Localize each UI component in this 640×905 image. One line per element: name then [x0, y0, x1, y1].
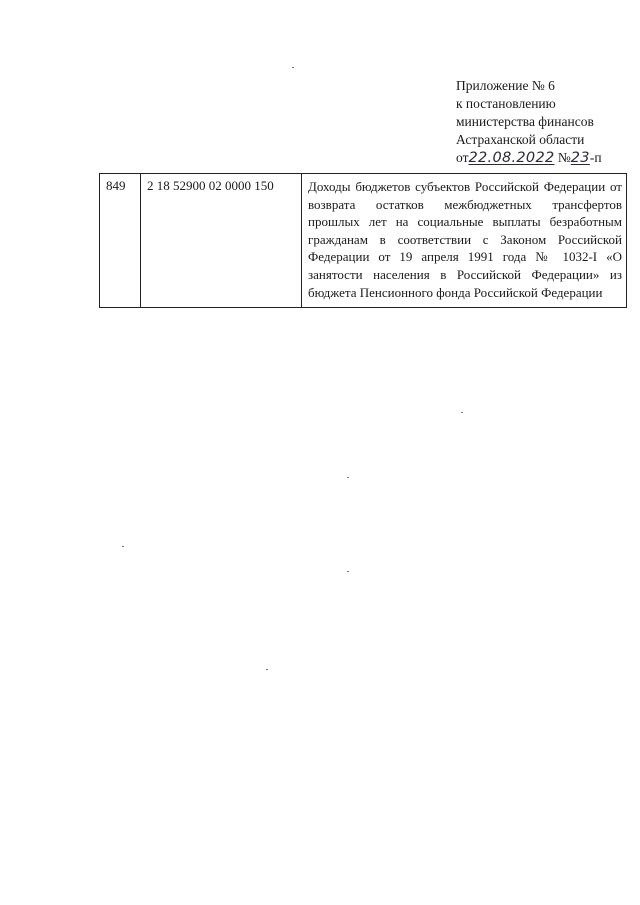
resolution-date-number: [456, 149, 636, 167]
scan-speck: [266, 669, 268, 670]
scan-speck: [122, 546, 124, 547]
table-row: [100, 174, 627, 308]
income-description-cell: Доходы бюджетов субъектов Российской Федерации от возврата остатков межбюджетных трансфертов прошлых лет на социальные выплаты безработным гражданам в соответствии с Законом Российской Федерации от 19 апреля 1991 года № 1032-I «О занятости населения в Российской Федерации» из бюджета Пенсионного фонда Российской Федерации: [302, 174, 627, 308]
scan-speck: [461, 412, 463, 413]
scan-speck: [292, 67, 294, 68]
number-prefix: №: [557, 150, 571, 165]
appendix-region: Астраханской области: [456, 132, 585, 147]
budget-classification-table: [99, 173, 627, 308]
admin-code-cell: 849: [100, 174, 141, 308]
date-prefix: от: [456, 150, 469, 165]
appendix-number: Приложение № 6: [456, 78, 555, 93]
handwritten-number: 23: [570, 150, 590, 166]
handwritten-date: 22.08.2022: [468, 150, 555, 166]
appendix-to-resolution: к постановлению: [456, 96, 556, 111]
number-suffix: -п: [589, 150, 602, 165]
appendix-ministry: министерства финансов: [456, 114, 594, 129]
appendix-header: [456, 77, 636, 167]
scan-speck: [347, 571, 349, 572]
kbk-code-cell: 2 18 52900 02 0000 150: [141, 174, 302, 308]
scan-speck: [347, 477, 349, 478]
